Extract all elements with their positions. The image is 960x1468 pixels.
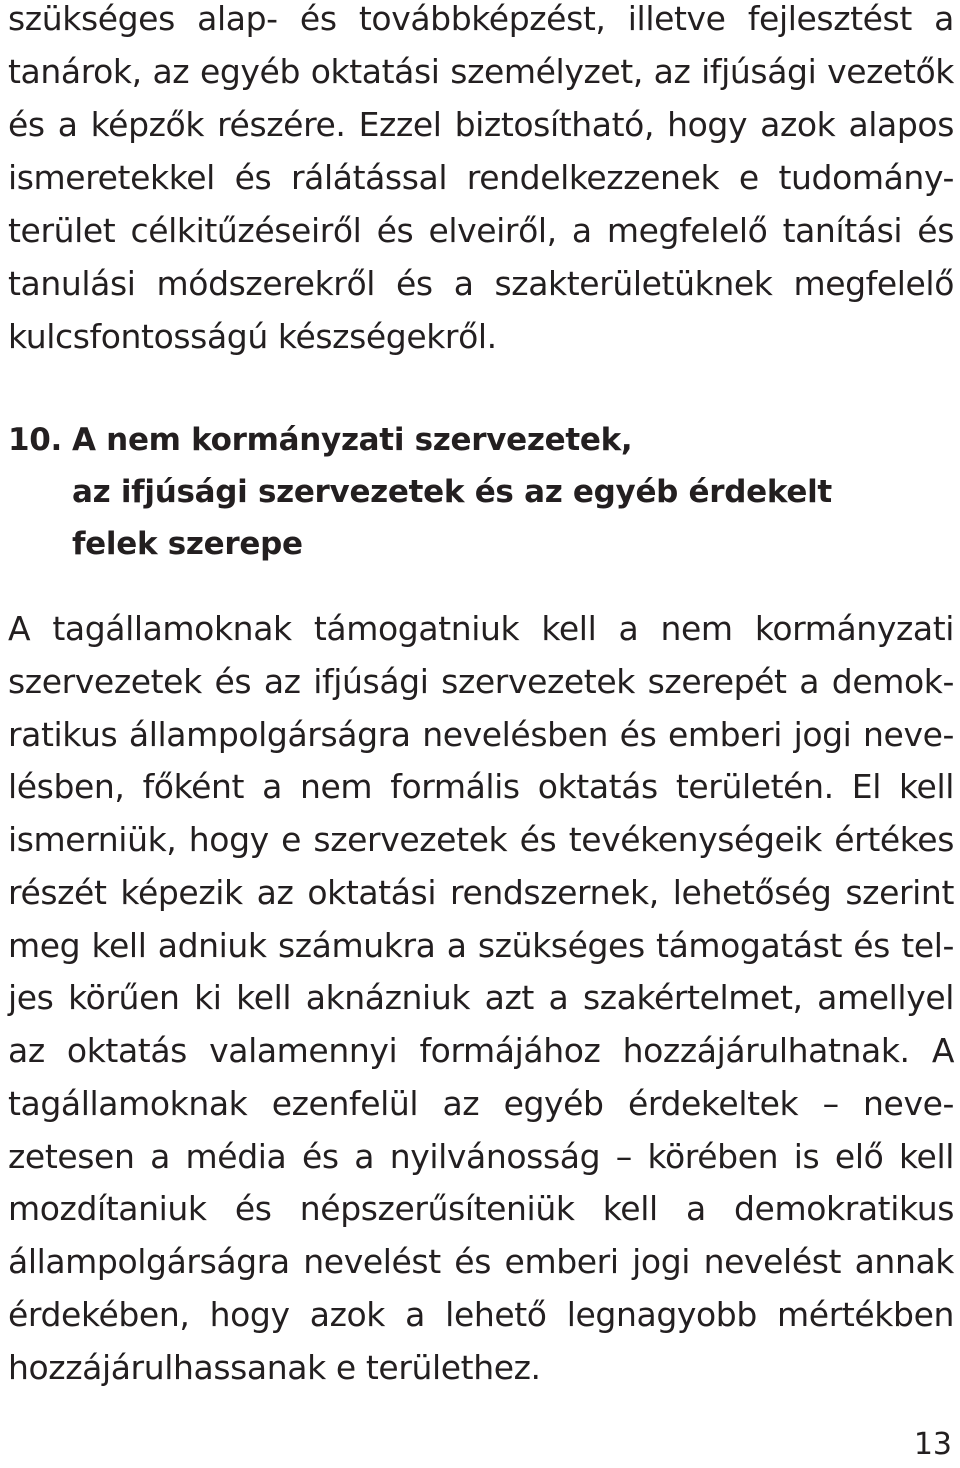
section-number: 10. [8,422,63,458]
paragraph-line: zetesen a média és a nyilvánosság – körében is elő kell [8,1137,954,1176]
paragraph-line: állampolgárságra nevelést és emberi jogi nevelést annak [8,1242,954,1281]
paragraph-line: ismerniük, hogy e szervezetek és tevékenységeik értékes [8,820,954,859]
paragraph-line: meg kell adniuk számukra a szükséges támogatást és tel- [8,926,954,965]
paragraph-line: ismeretekkel és rálátással rendelkezzenek e tudomány- [8,158,954,197]
paragraph-line: részét képezik az oktatási rendszernek, lehetőség szerint [8,873,954,912]
paragraph-line: A tagállamoknak támogatniuk kell a nem kormányzati [8,609,954,648]
page-number: 13 [913,1427,952,1462]
paragraph-line: kulcsfontosságú készségekről. [8,317,497,356]
paragraph-line: szükséges alap- és továbbképzést, illetve fejlesztést a [8,0,954,38]
paragraph-line: az oktatás valamennyi formájához hozzájárulhatnak. A [8,1031,954,1070]
section-title-line: felek szerepe [72,526,303,562]
paragraph-line: jes körűen ki kell aknázniuk azt a szakértelmet, amellyel [8,978,954,1017]
paragraph-line: tagállamoknak ezenfelül az egyéb érdekeltek – neve- [8,1084,954,1123]
paragraph-line: terület célkitűzéseiről és elveiről, a megfelelő tanítási és [8,211,954,250]
paragraph-line: szervezetek és az ifjúsági szervezetek szerepét a demok- [8,662,954,701]
paragraph-line: és a képzők részére. Ezzel biztosítható, hogy azok alapos [8,105,954,144]
paragraph-line: tanulási módszerekről és a szakterületüknek megfelelő [8,264,954,303]
paragraph-line: ratikus állampolgárságra nevelésben és emberi jogi neve- [8,715,954,754]
paragraph-line: érdekében, hogy azok a lehető legnagyobb mértékben [8,1295,954,1334]
paragraph-line: tanárok, az egyéb oktatási személyzet, az ifjúsági vezetők [8,52,954,91]
section-title-line: az ifjúsági szervezetek és az egyéb érdekelt [72,474,832,510]
paragraph-line: lésben, főként a nem formális oktatás területén. El kell [8,767,954,806]
paragraph-line: hozzájárulhassanak e területhez. [8,1348,541,1387]
paragraph-line: mozdítaniuk és népszerűsíteniük kell a demokratikus [8,1189,954,1228]
section-title-line: A nem kormányzati szervezetek, [72,422,633,458]
